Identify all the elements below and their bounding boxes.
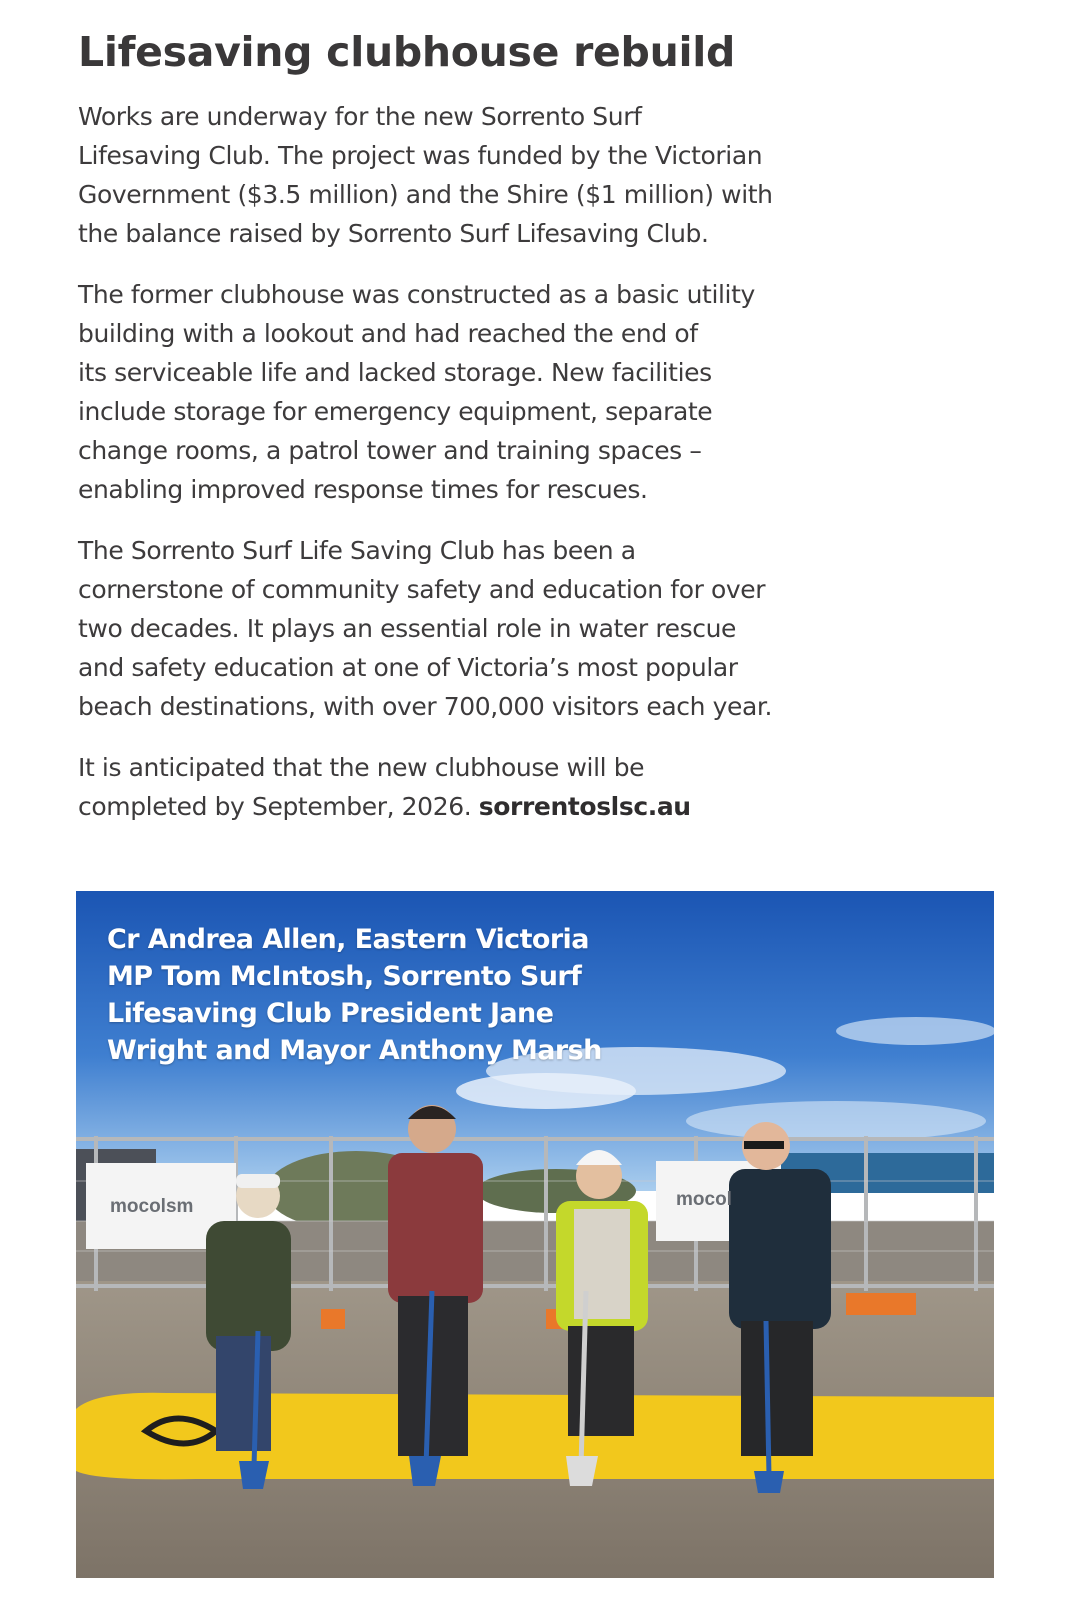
paragraph-line: and safety education at one of Victoria’s most popular [78, 653, 738, 683]
caption-line: Wright and Mayor Anthony Marsh [107, 1035, 602, 1066]
paragraph-line: the balance raised by Sorrento Surf Lifesaving Club. [78, 219, 709, 249]
club-website-link[interactable]: sorrentoslsc.au [478, 792, 691, 822]
paragraph-facilities [78, 275, 1008, 509]
paragraph-line: two decades. It plays an essential role in water rescue [78, 614, 737, 644]
paragraph-line: beach destinations, with over 700,000 visitors each year. [78, 692, 773, 722]
barrier [846, 1293, 916, 1315]
paragraph-line: cornerstone of community safety and education for over [78, 575, 766, 605]
paragraph-line: building with a lookout and had reached the end of [78, 319, 698, 349]
groundbreaking-photo [76, 891, 994, 1578]
paragraph-line: The former clubhouse was constructed as a basic utility [78, 280, 755, 310]
paragraph-completion [78, 748, 1008, 826]
photo-caption [107, 921, 667, 1069]
paragraph-funding [78, 97, 1008, 253]
paragraph-line: Government ($3.5 million) and the Shire ($1 million) with [78, 180, 773, 210]
barrier [321, 1309, 345, 1329]
sign-right-text: mocol [676, 1189, 732, 1210]
cloud [456, 1073, 636, 1109]
cloud [686, 1101, 986, 1141]
sign-left-text: mocolsm [110, 1196, 194, 1217]
article [78, 28, 1008, 848]
completion-text: completed by September, 2026. [78, 792, 479, 822]
paragraph-line: enabling improved response times for rescues. [78, 475, 648, 505]
paragraph-line: change rooms, a patrol tower and training spaces – [78, 436, 702, 466]
cloud [836, 1017, 994, 1045]
caption-line: Cr Andrea Allen, Eastern Victoria [107, 924, 589, 955]
caption-line: Lifesaving Club President Jane [107, 998, 554, 1029]
caption-line: MP Tom McIntosh, Sorrento Surf [107, 961, 582, 992]
paragraph-history [78, 531, 1008, 726]
paragraph-line [78, 787, 1008, 826]
paragraph-line: It is anticipated that the new clubhouse will be [78, 753, 645, 783]
paragraph-line: its serviceable life and lacked storage. New facilities [78, 358, 712, 388]
paragraph-line: Lifesaving Club. The project was funded by the Victorian [78, 141, 763, 171]
paragraph-line: include storage for emergency equipment, separate [78, 397, 713, 427]
article-title: Lifesaving clubhouse rebuild [78, 28, 736, 76]
paragraph-line: Works are underway for the new Sorrento Surf [78, 102, 642, 132]
paragraph-line: The Sorrento Surf Life Saving Club has been a [78, 536, 636, 566]
